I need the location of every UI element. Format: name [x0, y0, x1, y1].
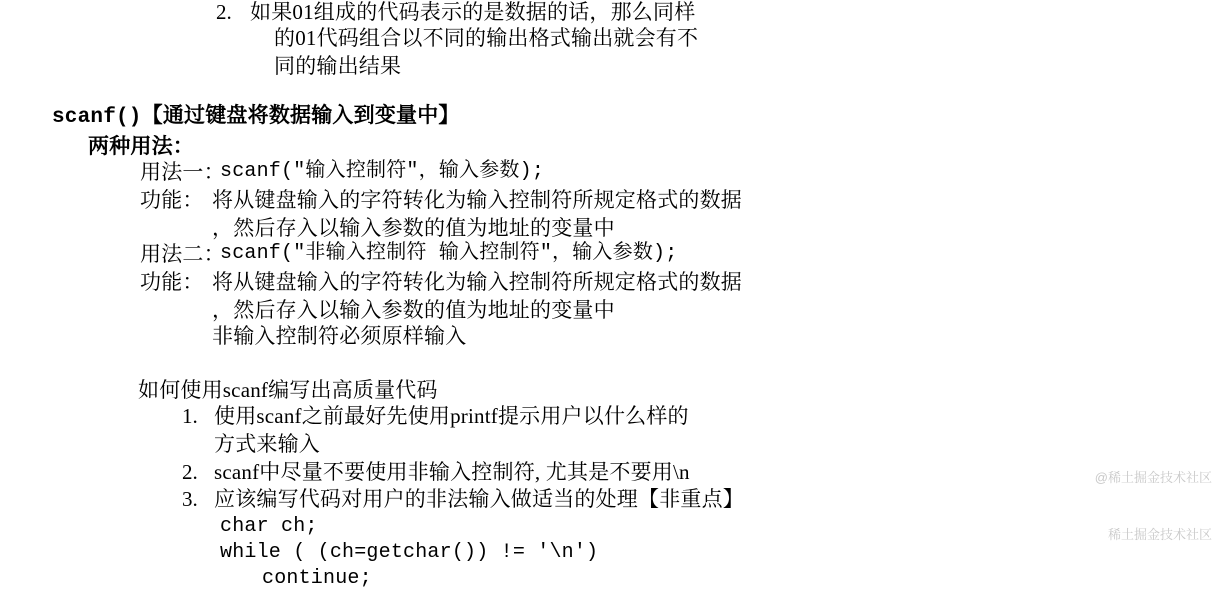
watermark-line-2: 稀土掘金技术社区: [1107, 527, 1212, 542]
usage-text-1: scanf("输入控制符"，输入参数);: [220, 160, 545, 183]
usage-text-6: ，然后存入以输入参数的值为地址的变量中: [212, 298, 615, 322]
watermark: [1095, 430, 1212, 582]
section-title: 如何使用scanf编写出高质量代码: [138, 378, 438, 402]
watermark-line-1: @稀土掘金技术社区: [1094, 470, 1212, 485]
code-line-2: while ( (ch=getchar()) != '\n'): [220, 541, 599, 564]
tip-2-line-1: scanf中尽量不要使用非输入控制符, 尤其是不要用\n: [214, 460, 690, 484]
usage-text-2: 将从键盘输入的字符转化为输入控制符所规定格式的数据: [212, 188, 742, 212]
tip-3-line-1: 应该编写代码对用户的非法输入做适当的处理【非重点】: [214, 487, 744, 511]
top-list-line-1: 如果01组成的代码表示的是数据的话，那么同样: [250, 0, 696, 24]
top-list-line-3: 同的输出结果: [274, 54, 402, 78]
usage-text-7: 非输入控制符必须原样输入: [212, 324, 467, 348]
page-heading: scanf()【通过键盘将数据输入到变量中】: [52, 106, 460, 129]
code-line-3: continue;: [262, 567, 372, 590]
usage-label-1: 用法一：: [140, 160, 225, 184]
tip-marker-2: 2.: [182, 460, 198, 484]
code-line-1: char ch;: [220, 515, 318, 538]
subheading: 两种用法：: [88, 134, 194, 158]
list-marker: 2.: [216, 0, 232, 24]
usage-label-2: 功能：: [140, 188, 204, 212]
tip-1-line-1: 使用scanf之前最好先使用printf提示用户以什么样的: [214, 404, 689, 428]
usage-text-4: scanf("非输入控制符 输入控制符"，输入参数);: [220, 242, 678, 265]
top-list-line-2: 的01代码组合以不同的输出格式输出就会有不: [274, 26, 699, 50]
usage-text-5: 将从键盘输入的字符转化为输入控制符所规定格式的数据: [212, 270, 742, 294]
usage-text-3: ，然后存入以输入参数的值为地址的变量中: [212, 216, 615, 240]
tip-1-line-2: 方式来输入: [214, 432, 320, 456]
tip-marker-1: 1.: [182, 404, 198, 428]
usage-label-5: 功能：: [140, 270, 204, 294]
usage-label-4: 用法二：: [140, 242, 225, 266]
tip-marker-3: 3.: [182, 487, 198, 511]
